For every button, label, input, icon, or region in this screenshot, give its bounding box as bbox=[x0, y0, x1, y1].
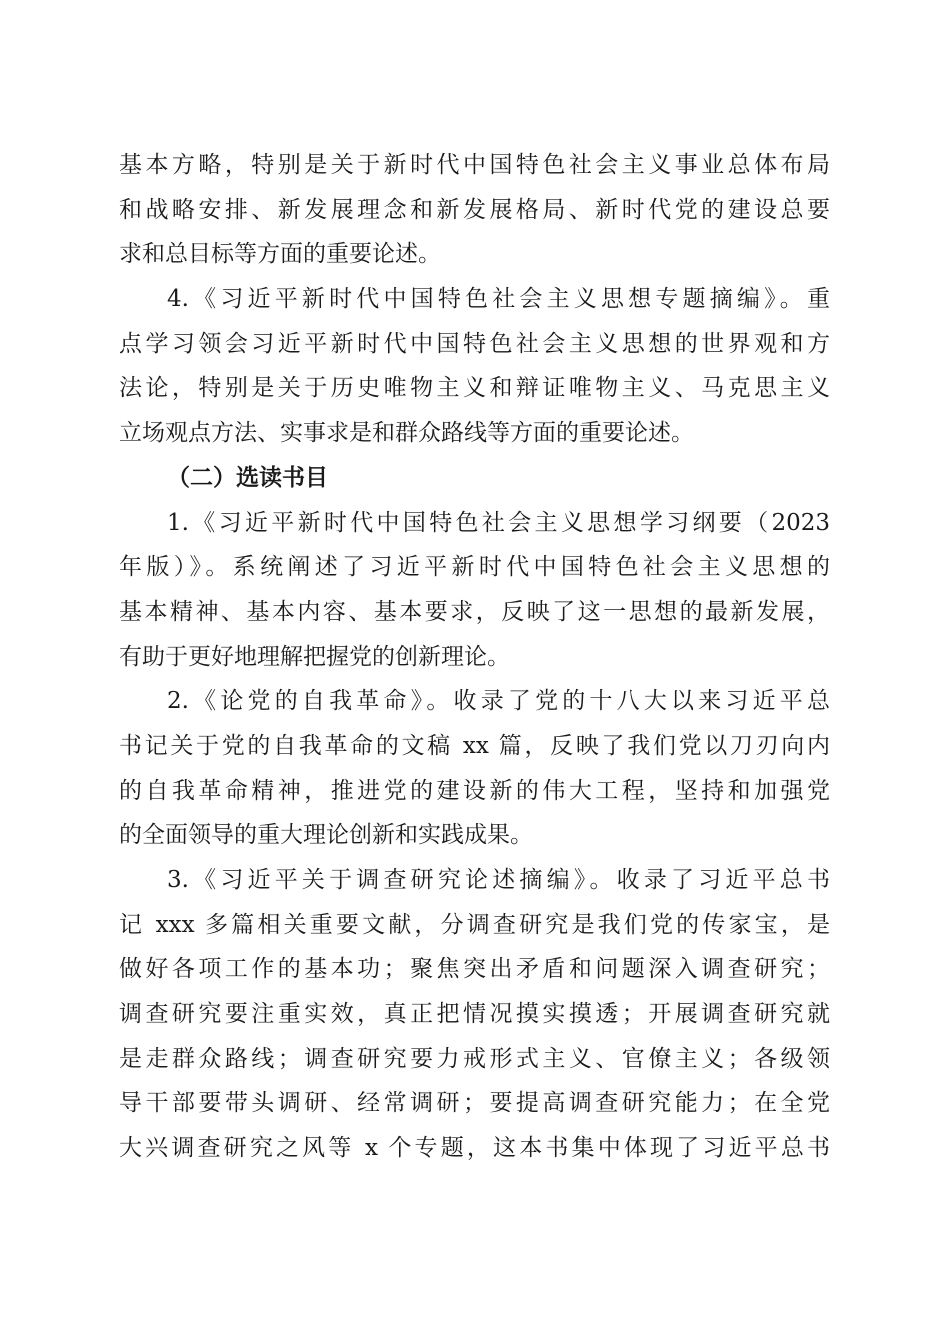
text-line: 大兴调查研究之风等 x 个专题，这本书集中体现了习近平总书 bbox=[119, 1135, 830, 1162]
text-line: 调查研究要注重实效，真正把情况摸实摸透；开展调查研究就 bbox=[119, 1001, 830, 1028]
text-line: 和战略安排、新发展理念和新发展格局、新时代党的建设总要 bbox=[119, 196, 830, 223]
text-line: 法论，特别是关于历史唯物主义和辩证唯物主义、马克思主义 bbox=[119, 375, 830, 402]
text-line: 记 xxx 多篇相关重要文献，分调查研究是我们党的传家宝，是 bbox=[119, 911, 830, 938]
text-line: 导干部要带头调研、经常调研；要提高调查研究能力；在全党 bbox=[119, 1090, 830, 1117]
text-line: 年版）》。系统阐述了习近平新时代中国特色社会主义思想的 bbox=[119, 554, 830, 581]
section-heading: （二）选读书目 bbox=[167, 463, 328, 491]
document-body bbox=[119, 143, 830, 1171]
text-line: 的全面领导的重大理论创新和实践成果。 bbox=[119, 822, 533, 849]
text-line: 是走群众路线；调查研究要力戒形式主义、官僚主义；各级领 bbox=[119, 1045, 830, 1072]
text-line: 书记关于党的自我革命的文稿 xx 篇，反映了我们党以刀刃向内 bbox=[119, 732, 830, 759]
text-line: 求和总目标等方面的重要论述。 bbox=[119, 241, 441, 268]
text-line: 4.《习近平新时代中国特色社会主义思想专题摘编》。重 bbox=[167, 286, 830, 313]
text-line: 点学习领会习近平新时代中国特色社会主义思想的世界观和方 bbox=[119, 330, 830, 357]
text-line: 1.《习近平新时代中国特色社会主义思想学习纲要（2023 bbox=[167, 509, 830, 536]
text-line: 基本精神、基本内容、基本要求，反映了这一思想的最新发展， bbox=[119, 598, 830, 625]
text-line: 基本方略，特别是关于新时代中国特色社会主义事业总体布局 bbox=[119, 152, 830, 178]
text-line: 做好各项工作的基本功；聚焦突出矛盾和问题深入调查研究； bbox=[119, 956, 830, 983]
text-line: 的自我革命精神，推进党的建设新的伟大工程，坚持和加强党 bbox=[119, 777, 830, 804]
text-line: 有助于更好地理解把握党的创新理论。 bbox=[119, 643, 510, 670]
text-line: 立场观点方法、实事求是和群众路线等方面的重要论述。 bbox=[119, 420, 694, 447]
text-line: 2.《论党的自我革命》。收录了党的十八大以来习近平总 bbox=[167, 688, 830, 715]
text-line: 3.《习近平关于调查研究论述摘编》。收录了习近平总书 bbox=[167, 867, 830, 893]
